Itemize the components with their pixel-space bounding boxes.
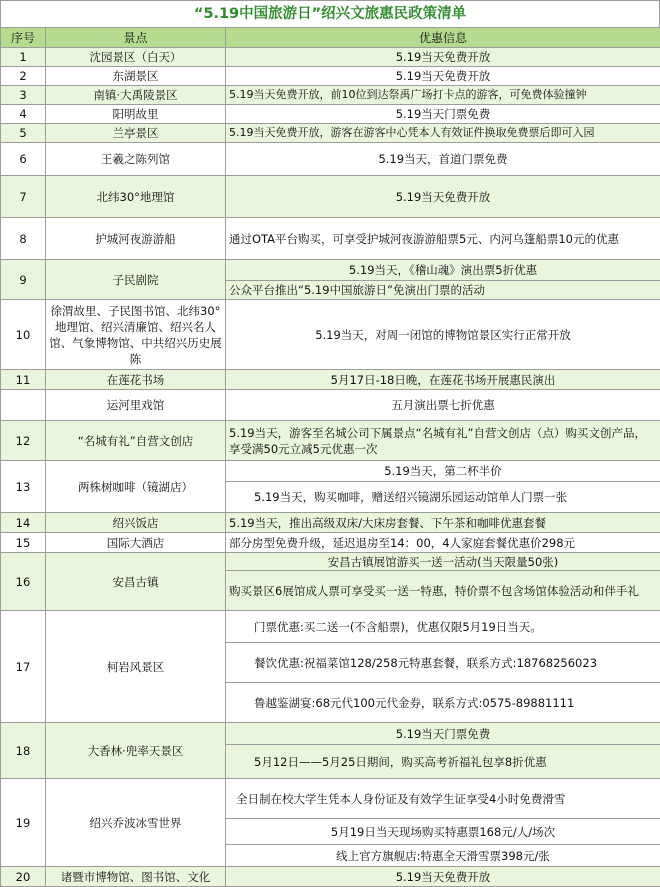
spot-name: 护城河夜游游船: [46, 218, 226, 260]
table-row: [1, 553, 660, 571]
table-row: [1, 370, 660, 390]
row-number: 7: [1, 176, 46, 218]
table-header-row: [1, 28, 660, 48]
row-number: 6: [1, 143, 46, 176]
offer-info: 5.19当天免费开放: [226, 176, 660, 218]
table-row: [1, 390, 660, 421]
spot-name: 兰亭景区: [46, 124, 226, 143]
header-no: 序号: [1, 28, 46, 48]
row-number: 15: [1, 533, 46, 553]
policy-table: [0, 27, 660, 887]
spot-name: 徐渭故里、子民图书馆、北纬30°地理馆、绍兴清廉馆、绍兴名人馆、气象博物馆、中共绍兴历史展陈: [46, 300, 226, 370]
spot-name: 南镇·大禹陵景区: [46, 86, 226, 105]
spot-name: 沈园景区（白天）: [46, 48, 226, 67]
offer-info: 5.19当天，购买咖啡，赠送绍兴镜湖乐园运动馆单人门票一张: [226, 482, 660, 513]
spot-name: 大香林·兜率天景区: [46, 723, 226, 779]
row-number: 19: [1, 779, 46, 867]
table-row: [1, 300, 660, 370]
offer-info: 购买景区6展馆成人票可享受买一送一特惠，特价票不包含场馆体验活动和伴手礼: [226, 571, 660, 611]
row-number: 2: [1, 67, 46, 86]
spot-name: 运河里戏馆: [46, 390, 226, 421]
offer-info: 5.19当天免费开放，前10位到达祭禹广场打卡点的游客，可免费体验撞钟: [226, 86, 660, 105]
offer-info: 五月演出票七折优惠: [226, 390, 660, 421]
offer-info: 5.19当天免费开放，游客在游客中心凭本人有效证件换取免费票后即可入园: [226, 124, 660, 143]
row-number: 14: [1, 513, 46, 533]
table-row: [1, 867, 660, 887]
table-row: [1, 86, 660, 105]
table-row: [1, 611, 660, 643]
offer-info: 5.19当天，首道门票免费: [226, 143, 660, 176]
offer-info: 公众平台推出“5.19中国旅游日”免演出门票的活动: [226, 281, 660, 300]
table-row: [1, 176, 660, 218]
spot-name: 绍兴乔波冰雪世界: [46, 779, 226, 867]
offer-info: 5.19当天，第二杯半价: [226, 461, 660, 482]
offer-info: 餐饮优惠:祝福菜馆128/258元特惠套餐，联系方式:18768256023: [226, 643, 660, 683]
table-row: [1, 143, 660, 176]
offer-info: 5.19当天，《稽山魂》演出票5折优惠: [226, 260, 660, 281]
table-row: [1, 124, 660, 143]
offer-info: 5.19当天免费开放: [226, 867, 660, 887]
table-row: [1, 67, 660, 86]
row-number: [1, 390, 46, 421]
spot-name: 绍兴饭店: [46, 513, 226, 533]
row-number: 8: [1, 218, 46, 260]
table-row: [1, 723, 660, 745]
table-row: [1, 513, 660, 533]
table-row: [1, 260, 660, 281]
spot-name: 两株树咖啡（镜湖店）: [46, 461, 226, 513]
offer-info: 5月12日——5月25日期间，购买高考祈福礼包享8折优惠: [226, 745, 660, 779]
offer-info: 鲁越鉴湖宴:68元代100元代金券，联系方式:0575-89881111: [226, 683, 660, 723]
spot-name: 柯岩风景区: [46, 611, 226, 723]
row-number: 9: [1, 260, 46, 300]
header-info: 优惠信息: [226, 28, 660, 48]
spot-name: 王羲之陈列馆: [46, 143, 226, 176]
offer-info: 全日制在校大学生凭本人身份证及有效学生证享受4小时免费滑雪: [226, 779, 660, 819]
spot-name: 诸暨市博物馆、图书馆、文化: [46, 867, 226, 887]
row-number: 13: [1, 461, 46, 513]
row-number: 12: [1, 421, 46, 461]
row-number: 18: [1, 723, 46, 779]
row-number: 5: [1, 124, 46, 143]
row-number: 3: [1, 86, 46, 105]
offer-info: 5月17日-18日晚，在莲花书场开展惠民演出: [226, 370, 660, 390]
spot-name: 东湖景区: [46, 67, 226, 86]
spot-name: 国际大酒店: [46, 533, 226, 553]
spot-name: “名城有礼”自营文创店: [46, 421, 226, 461]
offer-info: 5.19当天免费开放: [226, 48, 660, 67]
offer-info: 5.19当天门票免费: [226, 105, 660, 124]
row-number: 16: [1, 553, 46, 611]
table-row: [1, 421, 660, 461]
table-row: [1, 218, 660, 260]
table-row: [1, 48, 660, 67]
spot-name: 子民剧院: [46, 260, 226, 300]
offer-info: 5.19当天免费开放: [226, 67, 660, 86]
table-row: [1, 105, 660, 124]
spot-name: 在莲花书场: [46, 370, 226, 390]
spot-name: 安昌古镇: [46, 553, 226, 611]
row-number: 4: [1, 105, 46, 124]
row-number: 11: [1, 370, 46, 390]
row-number: 10: [1, 300, 46, 370]
table-row: [1, 533, 660, 553]
offer-info: 5月19日当天现场购买特惠票168元/人/场次: [226, 819, 660, 845]
offer-info: 安昌古镇展馆游买一送一活动(当天限量50张): [226, 553, 660, 571]
page-title: “5.19中国旅游日”绍兴文旅惠民政策清单: [0, 0, 660, 27]
row-number: 17: [1, 611, 46, 723]
table-row: [1, 779, 660, 819]
table-row: [1, 461, 660, 482]
offer-info: 5.19当天门票免费: [226, 723, 660, 745]
spot-name: 北纬30°地理馆: [46, 176, 226, 218]
offer-info: 5.19当天，推出高级双床/大床房套餐、下午茶和咖啡优惠套餐: [226, 513, 660, 533]
offer-info: 通过OTA平台购买，可享受护城河夜游游船票5元、内河乌篷船票10元的优惠: [226, 218, 660, 260]
row-number: 1: [1, 48, 46, 67]
offer-info: 5.19当天，对周一闭馆的博物馆景区实行正常开放: [226, 300, 660, 370]
header-spot: 景点: [46, 28, 226, 48]
spot-name: 阳明故里: [46, 105, 226, 124]
offer-info: 部分房型免费升级，延迟退房至14：00，4人家庭套餐优惠价298元: [226, 533, 660, 553]
row-number: 20: [1, 867, 46, 887]
offer-info: 线上官方旗舰店:特惠全天滑雪票398元/张: [226, 845, 660, 867]
offer-info: 门票优惠:买二送一(不含船票)，优惠仅限5月19日当天。: [226, 611, 660, 643]
offer-info: 5.19当天，游客至名城公司下属景点“名城有礼”自营文创店（点）购买文创产品，享受满50元立减5元优惠一次: [226, 421, 660, 461]
